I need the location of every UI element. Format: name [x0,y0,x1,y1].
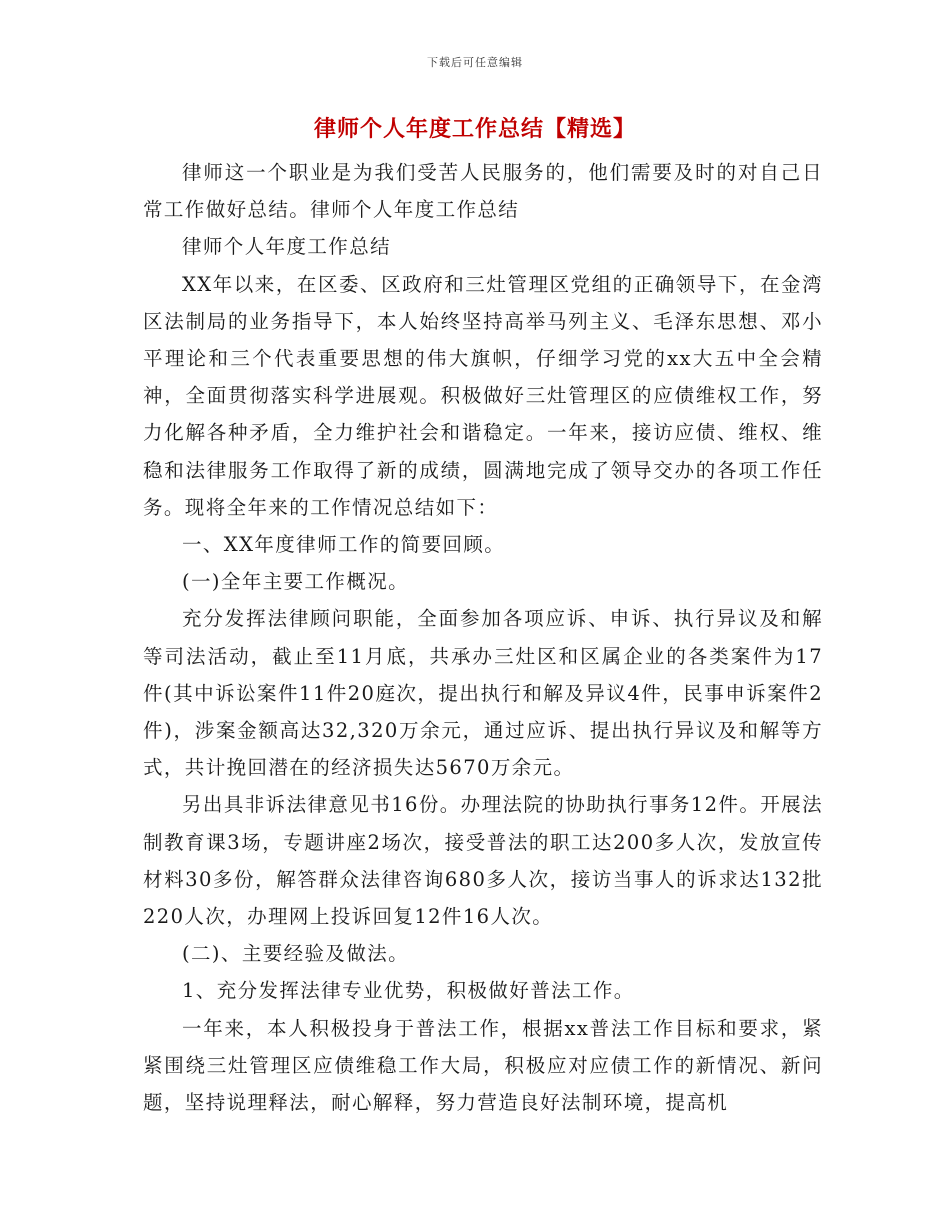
paragraph: 律师这一个职业是为我们受苦人民服务的，他们需要及时的对自己日常工作做好总结。律师个人年度工作总结 [143,161,823,222]
item-heading: 1、充分发挥法律专业优势，积极做好普法工作。 [182,979,635,1003]
paragraph: 充分发挥法律顾问职能，全面参加各项应诉、申诉、执行异议及和解等司法活动，截止至11月底，共承办三灶区和区属企业的各类案件为17件(其中诉讼案件11件20庭次，提出执行和解及异议4件，民事申诉案件2件)，涉案金额高达32,320万余元，通过应诉、提出执行异议及和解等方式，共计挽回潜在的经济损失达5670万余元。 [143,607,823,780]
paragraph: 一年来，本人积极投身于普法工作，根据xx普法工作目标和要求，紧紧围绕三灶管理区应债维稳工作大局，积极应对应债工作的新情况、新问题，坚持说理释法，耐心解释，努力营造良好法制环境，提高机 [143,1016,823,1115]
header-note: 下载后可任意编辑 [427,56,523,69]
paragraph: XX年以来，在区委、区政府和三灶管理区党组的正确领导下，在金湾区法制局的业务指导下，本人始终坚持高举马列主义、毛泽东思想、邓小平理论和三个代表重要思想的伟大旗帜，仔细学习党的xx大五中全会精神，全面贯彻落实科学进展观。积极做好三灶管理区的应债维权工作，努力化解各种矛盾，全力维护社会和谐稳定。一年来，接访应债、维权、维稳和法律服务工作取得了新的成绩，圆满地完成了领导交办的各项工作任务。现将全年来的工作情况总结如下： [143,272,823,519]
paragraph: 另出具非诉法律意见书16份。办理法院的协助执行事务12件。开展法制教育课3场，专题讲座2场次，接受普法的职工达200多人次，发放宣传材料30多份，解答群众法律咨询680多人次，接访当事人的诉求达132批220人次，办理网上投诉回复12件16人次。 [143,793,823,929]
document-title: 律师个人年度工作总结【精选】 [313,116,636,142]
document-body [143,154,823,1121]
subsection-heading: (一)全年主要工作概况。 [182,570,410,594]
paragraph: 律师个人年度工作总结 [182,235,392,259]
section-heading: 一、XX年度律师工作的简要回顾。 [182,533,506,557]
subsection-heading: (二)、主要经验及做法。 [182,942,410,966]
